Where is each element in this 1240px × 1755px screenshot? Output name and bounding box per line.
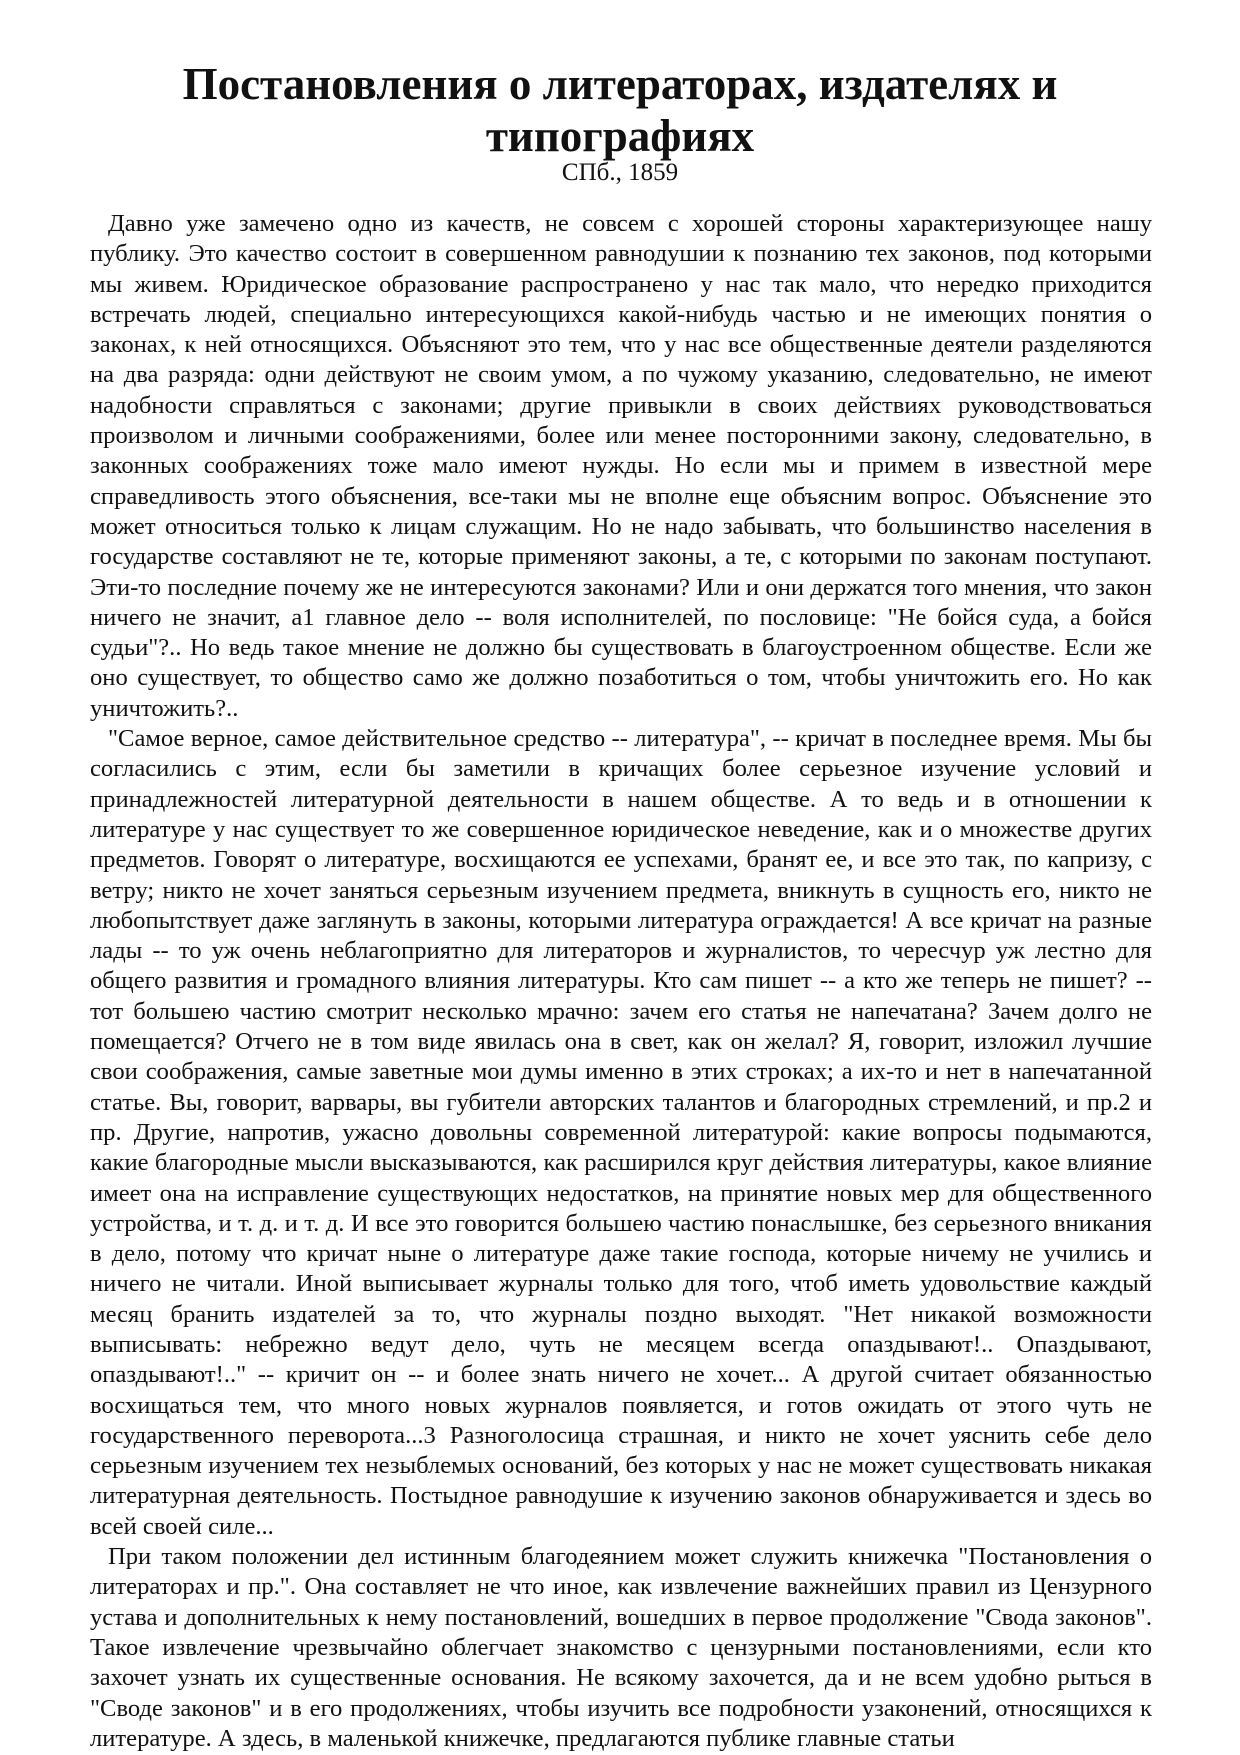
body-text [90,209,1152,1754]
paragraph: При таком положении дел истинным благодеянием может служить книжечка "Постановления о литераторах и пр.". Она составляет не что иное, как извлечение важнейших правил из Цензурного устава и дополнительных к нему постановлений, вошедших в первое продолжение "Свода законов". Такое извлечение чрезвычайно облегчает знакомство с цензурными постановлениями, если кто захочет узнать их существенные основания. Не всякому захочется, да и не всем удобно рыться в "Своде законов" и в его продолжениях, чтобы изучить все подробности узаконений, относящихся к литературе. А здесь, в маленькой книжечке, предлагаются публике главные статьи [90,1543,1152,1752]
paragraph: Давно уже замечено одно из качеств, не совсем с хорошей стороны характеризующее нашу публику. Это качество состоит в совершенном равнодушии к познанию тех законов, под которыми мы живем. Юридическое образование распространено у нас так мало, что нередко приходится встречать людей, специально интересующихся какой-нибудь частью и не имеющих понятия о законах, к ней относящихся. Объясняют это тем, что у нас все общественные деятели разделяются на два разряда: одни действуют не своим умом, а по чужому указанию, следовательно, не имеют надобности справляться с законами; другие привыкли в своих действиях руководствоваться произволом и личными соображениями, более или менее посторонними закону, следовательно, в законных соображениях тоже мало имеют нужды. Но если мы и примем в известной мере справедливость этого объяснения, все-таки мы не вполне еще объясним вопрос. Объяснение это может относиться только к лицам служащим. Но не надо забывать, что большинство населения в государстве составляют не те, которые применяют законы, а те, с которыми по законам поступают. Эти-то последние почему же не интересуются законами? Или и они держатся того мнения, что закон ничего не значит, а1 главное дело -- воля исполнителей, по пословице: "Не бойся суда, а бойся судьи"?.. Но ведь такое мнение не должно бы существовать в благоустроенном обществе. Если же оно существует, то общество само же должно позаботиться о том, чтобы уничтожить его. Но как уничтожить?.. [90,210,1152,722]
page-subtitle: СПб., 1859 [561,159,679,186]
paragraph: "Самое верное, самое действительное средство -- литература", -- кричат в последнее время. Мы бы согласились с этим, если бы заметили в кричащих более серьезное изучение условий и принадлежностей литературной деятельности в нашем обществе. А то ведь и в отношении к литературе у нас существует то же совершенное юридическое неведение, как и о множестве других предметов. Говорят о литературе, восхищаются ее успехами, бранят ее, и все это так, по капризу, с ветру; никто не хочет заняться серьезным изучением предмета, вникнуть в сущность его, никто не любопытствует даже заглянуть в законы, которыми литература ограждается! А все кричат на разные лады -- то уж очень неблагоприятно для литераторов и журналистов, то чересчур уж лестно для общего развития и громадного влияния литературы. Кто сам пишет -- а кто же теперь не пишет? -- тот большею частию смотрит несколько мрачно: зачем его статья не напечатана? Зачем долго не помещается? Отчего не в том виде явилась она в свет, как он желал? Я, говорит, изложил лучшие свои соображения, самые заветные мои думы именно в этих строках; а их-то и нет в напечатанной статье. Вы, говорит, варвары, вы губители авторских талантов и благородных стремлений, и пр.2 и пр. Другие, напротив, ужасно довольны современной литературой: какие вопросы подымаются, какие благородные мысли высказываются, как расширился круг действия литературы, какое влияние имеет она на исправление существующих недостатков, на принятие новых мер для общественного устройства, и т. д. и т. д. И все это говорится большею частию понаслышке, без серьезного вникания в дело, потому что кричат ныне о литературе даже такие господа, которые ничему не учились и ничего не читали. Иной выписывает журналы только для того, чтоб иметь удовольствие каждый месяц бранить издателей за то, что журналы поздно выходят. "Нет никакой возможности выписывать: небрежно ведут дело, чуть не месяцем всегда опаздывают!.. Опаздывают, опаздывают!.." -- кричит он -- и более знать ничего не хочет... А другой считает обязанностью восхищаться тем, что много новых журналов появляется, и готов ожидать от этого чуть не государственного переворота...3 Разноголосица страшная, и никто не хочет уяснить себе дело серьезным изучением тех незыблемых оснований, без которых у нас не может существовать никакая литературная деятельность. Постыдное равнодушие к изучению законов обнаруживается и здесь во всей своей силе... [90,725,1152,1540]
page-title: Постановления о литераторах, издателях и типографиях [182,59,1058,161]
